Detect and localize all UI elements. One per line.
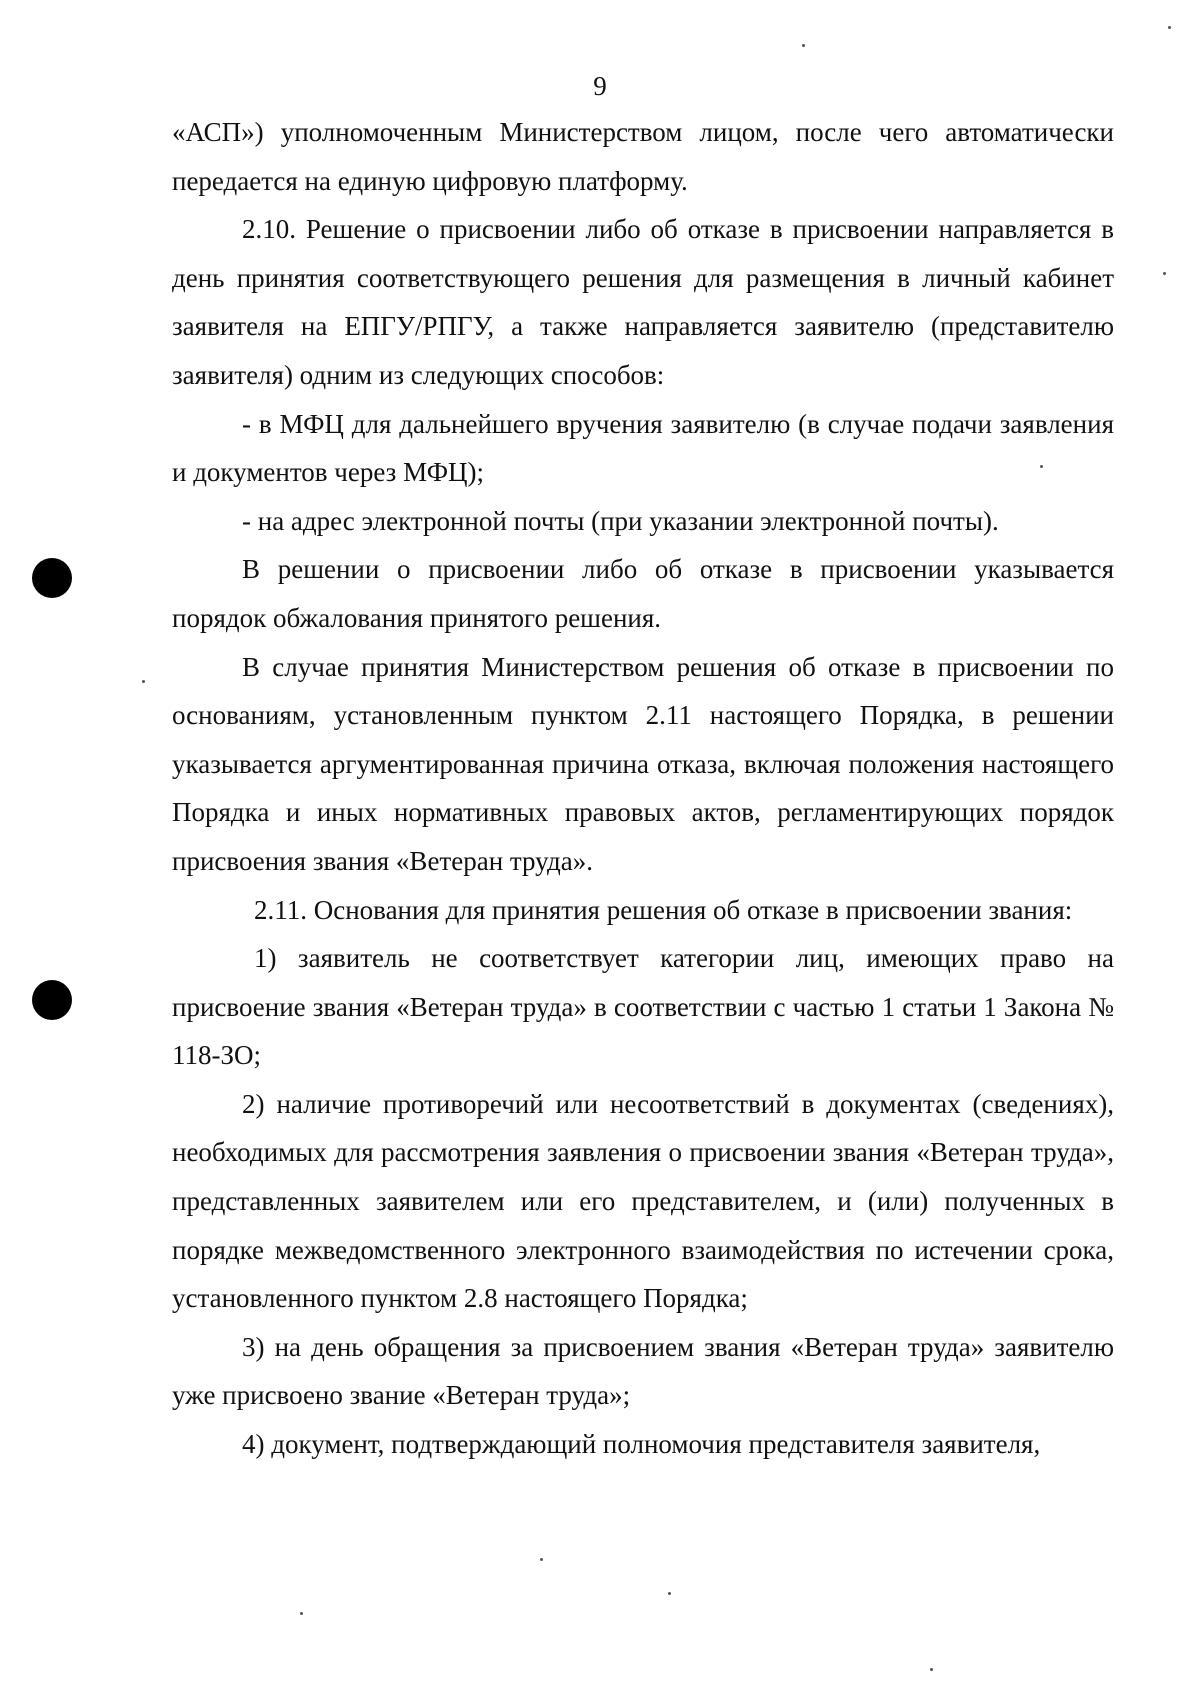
scan-speck [1163,272,1166,275]
scan-speck [668,1592,671,1595]
scan-speck [142,680,145,683]
list-item-email: - на адрес электронной почты (при указании электронной почты). [242,505,999,536]
list-item-2: 2) наличие противоречий или несоответствий в документах (сведениях), необходимых для рассмотрения заявления о присвоении звания «Ветеран труда», представленных заявителем или его представителем, и (или) полученных в порядке межведомственного электронного взаимодействия по истечении срока, установленного пунктом 2.8 настоящего Порядка; [172,1088,1114,1314]
paragraph-2-10: 2.10. Решение о присвоении либо об отказе в присвоении направляется в день принятия соответствующего решения для размещения в личный кабинет заявителя на ЕПГУ/РПГУ, а также направляется заявителю (представителю заявителя) одним из следующих способов: [172,214,1114,390]
list-item-4: 4) документ, подтверждающий полномочия представителя заявителя, [242,1429,1041,1460]
scan-speck [300,1612,303,1615]
list-item-3: 3) на день обращения за присвоением звания «Ветеран труда» заявителю уже присвоено звание «Ветеран труда»; [172,1331,1114,1411]
scan-speck [802,44,805,47]
paragraph-continuation: «АСП») уполномоченным Министерством лицом, после чего автоматически передается на единую цифровую платформу. [172,117,1114,196]
paragraph-appeal-order: В решении о присвоении либо об отказе в присвоении указывается порядок обжалования принятого решения. [172,554,1114,633]
punch-hole-top [32,558,72,598]
scan-speck [1168,26,1171,29]
list-item-1: 1) заявитель не соответствует категории лиц, имеющих право на присвоение звания «Ветеран труда» в соответствии с частью 1 статьи 1 Закона № 118-ЗО; [172,943,1114,1071]
scan-speck [930,1668,933,1671]
paragraph-2-11: 2.11. Основания для принятия решения об отказе в присвоении звания: [254,894,1073,925]
list-item-mfc: - в МФЦ для дальнейшего вручения заявителю (в случае подачи заявления и документов через МФЦ); [172,408,1114,488]
punch-hole-bottom [32,980,72,1020]
page-number: 9 [593,71,607,101]
scan-speck [540,1558,543,1561]
document-body [172,108,1114,1469]
paragraph-refusal-reasons: В случае принятия Министерством решения об отказе в присвоении по основаниям, установленным пунктом 2.11 настоящего Порядка, в решении указывается аргументированная причина отказа, включая положения настоящего Порядка и иных нормативных правовых актов, регламентирующих порядок присвоения звания «Ветеран труда». [172,651,1114,876]
